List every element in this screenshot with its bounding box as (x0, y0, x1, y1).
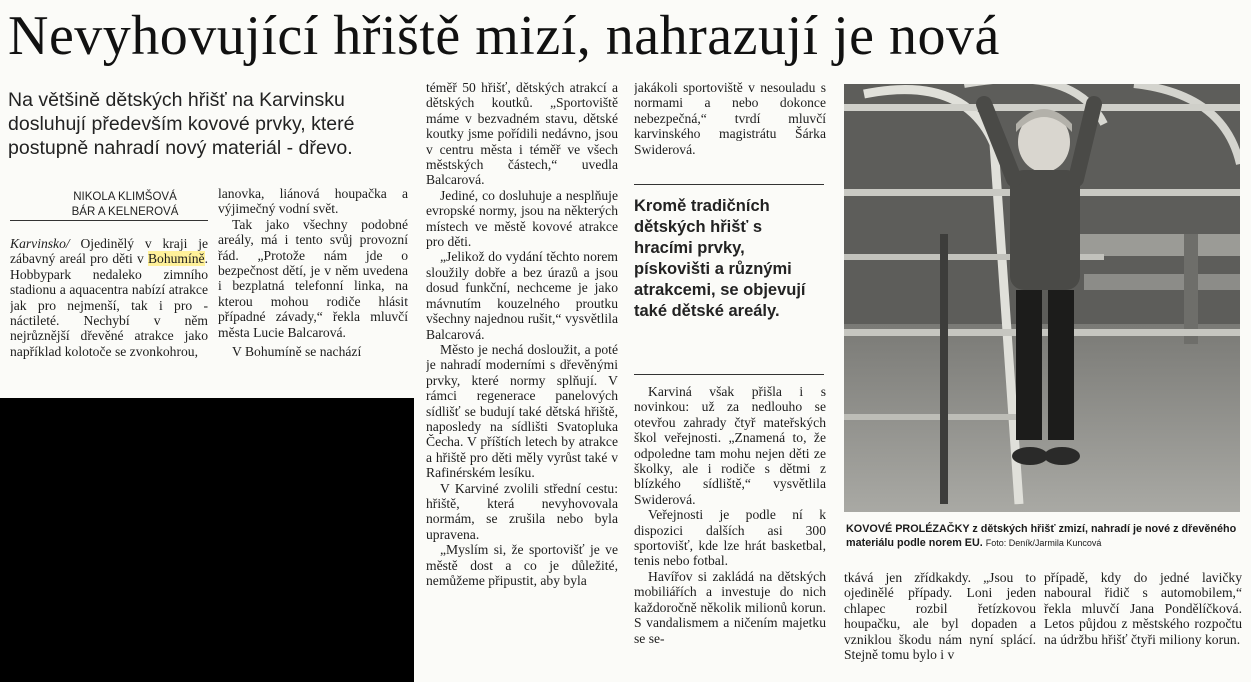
column-4-paragraph: jakákoli sportoviště v nesouladu s normami a nebo dokonce nebezpečná,“ tvrdí mluvčí karvinského magistrátu Šárka Swiderová. (634, 80, 826, 157)
column-2-paragraph: lanovka, liánová houpačka a výjimečný vodní svět. (218, 186, 408, 217)
column-2-paragraph: Tak jako všechny podobné areály, má i tento svůj provozní řád. „Protože nám jde o bezpečnost dětí, je v něm uvedena i bezplatná telefonní linka, na kterou mohou rodiče hlásit případné závady,“ řekla mluvčí města Lucie Balcarová. (218, 216, 408, 340)
column-1 (10, 236, 208, 384)
pull-quote-rule-bottom (634, 374, 824, 375)
column-2 (218, 186, 408, 386)
column-3-paragraph: Jediné, co dosluhuje a nesplňuje evropské normy, jsou na některých místech ve městě kovové atrakce pro děti. (426, 187, 618, 250)
redacted-area (0, 398, 414, 682)
highlighted-word: Bohumíně (147, 251, 205, 267)
column-2-paragraph: V Bohumíně se nachází (232, 344, 362, 360)
playground-photo (844, 84, 1240, 512)
column-1-paragraph: Karvinsko/ Ojedinělý v kraji je zábavný areál pro děti v Bohumíně. Hobbypark nedaleko zimního stadionu a aquacentra nabízí atrakce jak pro nejmenší, tak i pro -náctileté. Nechybí v něm nejrůznější dřevěné atrakce jako například kolotoče se zvonkohrou, (10, 236, 208, 359)
pull-quote-rule-top (634, 184, 824, 185)
column-4-paragraph: Karviná však přišla i s novinkou: už za nedlouho se otevřou zahrady čtyř mateřských škol veřejnosti. „Znamená to, že odpoledne tam mohu nejen děti ze školky, ale i rodiče s dětmi z blízkého sídliště,“ vysvětlila Swiderová. (634, 384, 826, 507)
photo-credit: Foto: Deník/Jarmila Kuncová (985, 538, 1102, 548)
column-3 (426, 80, 618, 678)
column-5-paragraph: tkává jen zřídkakdy. „Jsou to ojedinělé případy. Loni jeden chlapec rozbil řetízkovou houpačku, ale byl dopaden a vzniklou škodu nám nyní splácí. Stejně tomu bylo i v (844, 570, 1036, 663)
column-3-paragraph: „Myslím si, že sportovišť je ve městě dost a co je důležité, nemůžeme připustit, aby byla (426, 542, 618, 588)
dateline-city: Karvinsko/ (10, 236, 70, 251)
column-3-paragraph: Město je nechá dosloužit, a poté je nahradí moderními s dřevěnými prvky, které normy splňují. V rámci regenerace panelových sídlišť se budují také dětská hřiště, naposledy na sídlišti Svatopluka Čecha. V příštích letech by atrakce a hřiště pro děti měly vyrůst také v Rafinérském lesíku. (426, 341, 618, 481)
column-6-paragraph: případě, kdy do jedné lavičky naboural řidič s automobilem,“ řekla mluvčí Jana Pondělíčková. Letos půjdou z městského rozpočtu na údržbu hřišť čtyři miliony korun. (1044, 570, 1242, 647)
column-6 (1044, 570, 1242, 680)
photo-caption (846, 522, 1242, 550)
column-3-paragraph: téměř 50 hřišť, dětských atrakcí a dětských koutků. „Sportoviště máme v bezvadném stavu, dětské koutky jsme pořídili nedávno, jsou v centru města i téměř ve všech městských částech,“ uvedla Balcarová. (426, 80, 618, 188)
headline: Nevyhovující hřiště mizí, nahrazují je nová (8, 5, 1000, 67)
column-4-top (634, 80, 826, 172)
pull-quote: Kromě tradičních dětských hřišť s hracími prvky, pískovišti a různými atrakcemi, se objevují také dětské areály. (634, 197, 806, 320)
lead-paragraph: Na většině dětských hřišť na Karvinsku dosluhují především kovové prvky, které postupně nahradí nový materiál - dřevo. (8, 89, 355, 159)
column-3-paragraph: „Jelikož do vydání těchto norem sloužily dobře a bez úrazů a jsou dosud funkční, nechceme je jako mávnutím kouzelného proutku všechny najednou rušit,“ vysvětlila Balcarová. (426, 249, 618, 342)
column-4-bottom (634, 384, 826, 678)
author-2: BÁR A KELNEROVÁ (71, 206, 179, 218)
column-3-paragraph: V Karviné zvolili střední cestu: hřiště, která nevyhovovala normám, se zrušila nebo byla upravena. (426, 480, 618, 542)
column-4-paragraph: Havířov si zakládá na dětských mobiliářích a investuje do nich každoročně několik milionů korun. S vandalismem a ničením majetku se se- (634, 568, 826, 646)
column-5 (844, 570, 1036, 680)
column-4-paragraph: Veřejnosti je podle ní k dispozici dalších asi 300 sportovišť, kde lze hrát basketbal, tenis nebo fotbal. (634, 507, 826, 569)
byline-rule (10, 220, 208, 221)
byline (50, 190, 200, 220)
caption-text: KOVOVÉ PROLÉZAČKY z dětských hřišť zmizí, nahradí je nové z dřevěného materiálu podle norem EU. (846, 523, 1237, 549)
playground-photo-image (844, 84, 1240, 512)
author-1: NIKOLA KLIMŠOVÁ (73, 191, 177, 203)
